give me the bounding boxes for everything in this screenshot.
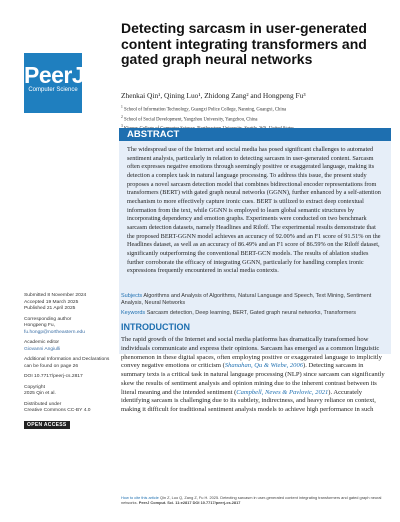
- article-sidebar: [24, 293, 116, 429]
- journal-reference: PeerJ Comput. Sci. 11:e2817 DOI 10.7717/peerj-cs.2817: [138, 500, 241, 505]
- logo-subtitle: Computer Science: [28, 87, 78, 93]
- academic-editor-name[interactable]: Giovanni Angiulli: [24, 346, 61, 352]
- copyright-label: Copyright: [24, 384, 45, 390]
- license-link[interactable]: Creative Commons CC-BY 4.0: [24, 408, 91, 413]
- logo-text: PeerJ: [24, 62, 85, 88]
- affiliation-item: $^1$ School of Information Technology, Guangxi Police College, Nanning, Guangxi, China: [121, 105, 287, 113]
- page-footer: [121, 495, 391, 505]
- accepted-date: Accepted 19 March 2025: [24, 299, 79, 305]
- citation-link[interactable]: Shanahan, Qu & Wiebe, 2006: [224, 362, 304, 370]
- additional-info-note[interactable]: Additional Information and Declarations can be found on page 26: [24, 357, 110, 369]
- peerj-logo: [24, 53, 85, 113]
- academic-editor-label: Academic editor: [24, 340, 60, 345]
- how-to-cite-text: Qin Z, Luo Q, Zang Z, Fu H. 2025. Detecting sarcasm in user-generated content integrating transformers and gated graph neural networks.: [121, 495, 382, 505]
- corresponding-author-email[interactable]: fu.hongp@northeastern.edu: [24, 329, 85, 335]
- abstract-text: The widespread use of the Internet and social media has posed significant challenges to automated sentiment analysis, particularly in relation to detecting sarcasm in user-generated content. Sarcasm often expresses negative emotions through seemingly positive or exaggerated language, making its detection a complex task in natural language processing. To address this issue, the present study proposes a novel sarcasm detection model that combines bidirectional encoder representations from transformers (BERT) with gated graph neural networks (GGNN), further enhanced by a self-attention mechanism to more effectively capture ironic cues. BERT is utilized to extract deep contextual information from the text, while GGNN is employed to learn global semantic structures by incorporating dependency and emotion graphs. Experiments were conducted on two benchmark sarcasm detection datasets, namely Headlines and Riloff. The experimental results demonstrate that the proposed BERT-GGNN model achieves an accuracy of 92.00% and an F1 score of 91.51% on the Headlines dataset, as well as an accuracy of 86.49% and an F1 score of 86.59% on the Riloff dataset, significantly outperforming the conventional BERT-GCN models. The results of ablation studies further corroborate the efficacy of integrating GGNN, particularly for handling complex ironic expressions frequently encountered in social media contexts.: [127, 146, 381, 275]
- keywords-row: [121, 310, 389, 317]
- submitted-date: Submitted 8 November 2024: [24, 293, 87, 298]
- abstract-heading: ABSTRACT: [119, 128, 391, 141]
- keywords-list: Sarcasm detection, Deep learning, BERT, Gated graph neural networks, Transformers: [146, 309, 356, 316]
- subjects-list: Algorithms and Analysis of Algorithms, Natural Language and Speech, Text Mining, Sentiment Analysis, Neural Networks: [121, 293, 372, 307]
- corresponding-author-name: Hongpeng Fu,: [24, 323, 55, 328]
- doi[interactable]: DOI 10.7717/peerj-cs.2817: [24, 374, 83, 379]
- open-access-badge: OPEN ACCESS: [24, 421, 70, 430]
- copyright-holder: 2025 Qin et al.: [24, 391, 56, 396]
- abstract-section: [119, 128, 391, 354]
- affiliation-item: 3: [121, 124, 123, 129]
- introduction-text: The rapid growth of the Internet and social media platforms has dramatically transformed how individuals communicate and express their opinions. Sarcasm has emerged as a common linguistic phenomenon in these digital spaces, often employing positive or exaggerated language to implicitly convey negative emotions or criticism (Shanahan, Qu & Wiebe, 2006). Detecting sarcasm in summary texts is a critical task in natural language processing (NLP) since sarcasm can significantly skew the results of sentiment analysis and opinion mining due to the inherent contrast between its literal meaning and the intended sentiment (Campbell, Neves & Pavlovic, 2021). Accurately identifying sarcasm is challenging due to its subtlety, indirectness, and heavy reliance on context, making it difficult for traditional sentiment analysis models to achieve high performance in such: [121, 336, 385, 413]
- author-list: Zhenkai Qin¹, Qining Luo¹, Zhidong Zang² and Hongpeng Fu³: [121, 91, 306, 100]
- license-label: Distributed under: [24, 401, 62, 407]
- how-to-cite-label: How to cite this article: [121, 495, 159, 500]
- article-meta: [121, 293, 389, 319]
- keywords-label: Keywords: [121, 309, 146, 316]
- affiliation-item: $^2$ School of Social Development, Yangzhou University, Yangzhou, China: [121, 114, 258, 123]
- published-date: Published 21 April 2025: [24, 306, 76, 311]
- citation-link[interactable]: Campbell, Neves & Pavlovic, 2021: [236, 388, 329, 396]
- subjects-label: Subjects: [121, 293, 143, 299]
- paper-title: Detecting sarcasm in user-generated content integrating transformers and gated graph neural networks: [121, 20, 367, 67]
- corresponding-author-label: Corresponding author: [24, 316, 72, 322]
- introduction-heading: INTRODUCTION: [121, 322, 190, 332]
- subjects-row: [121, 293, 389, 308]
